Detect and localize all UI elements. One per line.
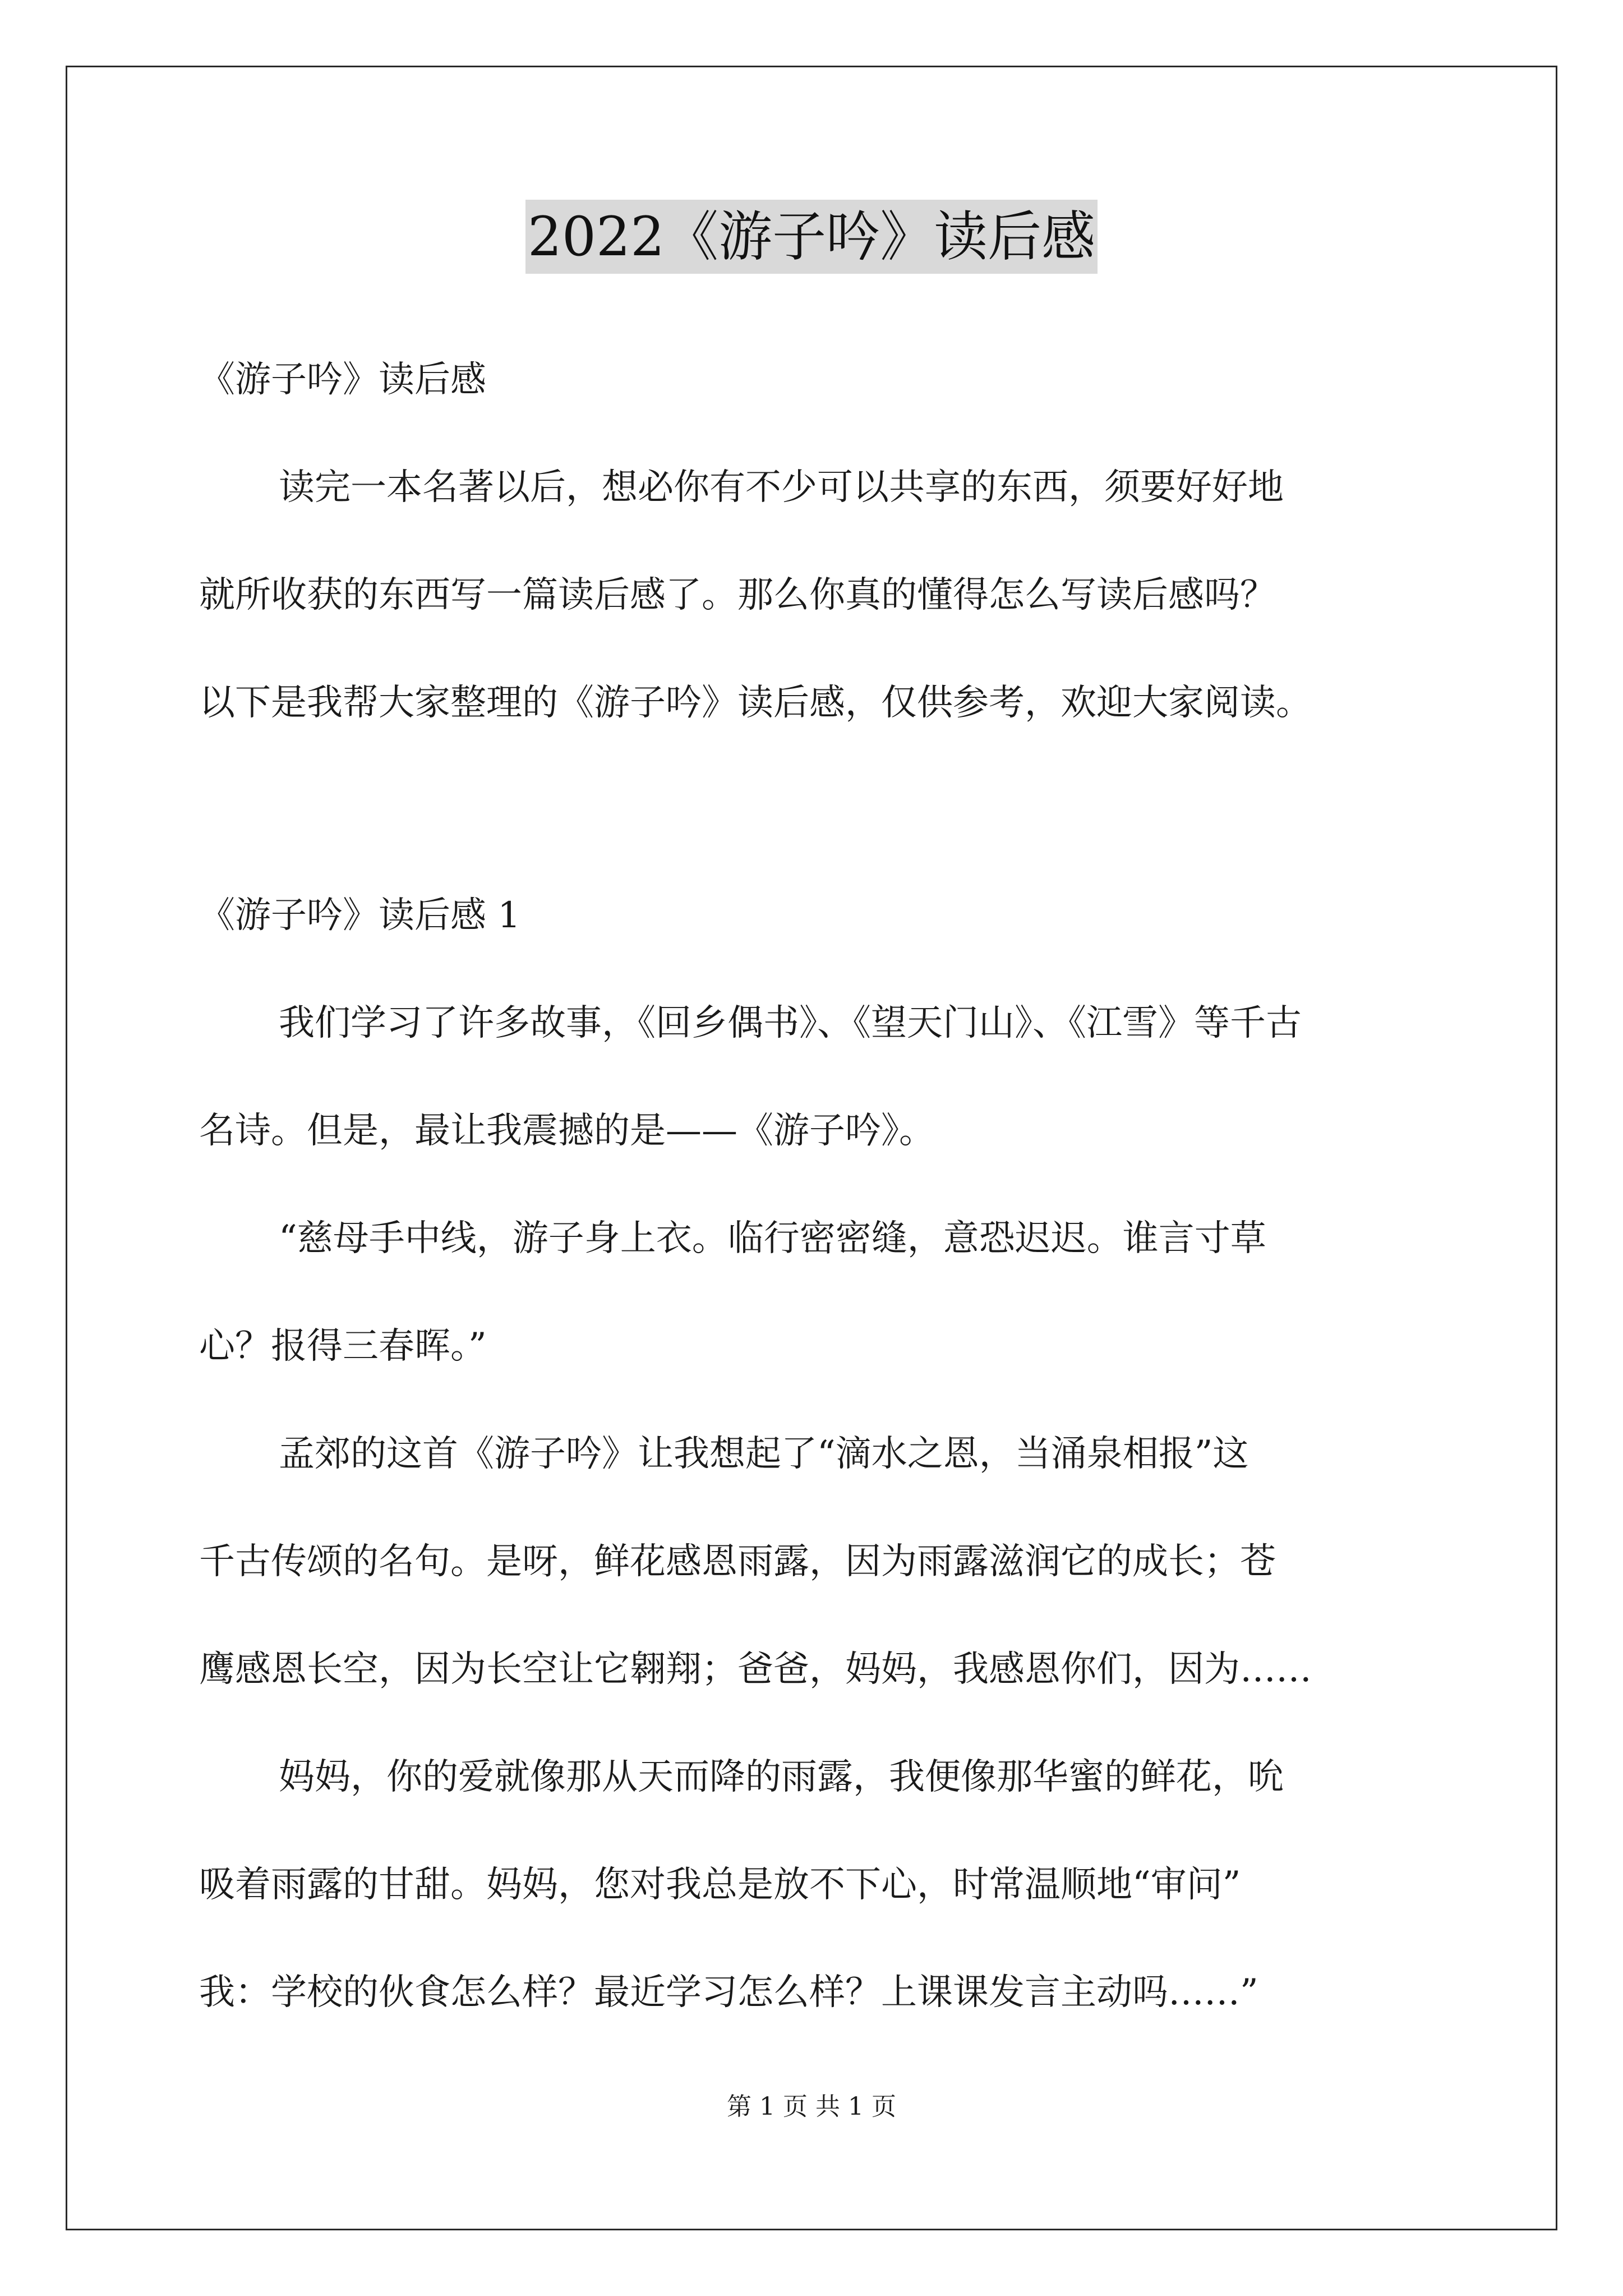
intro-line: 以下是我帮大家整理的《游子吟》读后感，仅供参考，欢迎大家阅读。 [199, 682, 1312, 724]
body-line: 鹰感恩长空，因为长空让它翱翔；爸爸，妈妈，我感恩你们，因为…… [199, 1649, 1312, 1690]
body-line: 我们学习了许多故事，《回乡偶书》、《望天门山》、《江雪》等千古 [279, 1002, 1302, 1044]
body-line: 吸着雨露的甘甜。妈妈，您对我总是放不下心，时常温顺地“审问” [199, 1864, 1241, 1906]
intro-line: 就所收获的东西写一篇读后感了。那么你真的懂得怎么写读后感吗？ [199, 574, 1276, 616]
document-title: 2022《游子吟》读后感 [525, 200, 1098, 274]
body-line: 我：学校的伙食怎么样？最近学习怎么样？上课课发言主动吗……” [199, 1972, 1258, 2013]
section-heading: 《游子吟》读后感 1 [199, 895, 521, 936]
body-line: 千古传颂的名句。是呀，鲜花感恩雨露，因为雨露滋润它的成长；苍 [199, 1541, 1276, 1582]
body-line: 孟郊的这首《游子吟》让我想起了“滴水之恩，当涌泉相报”这 [279, 1433, 1249, 1475]
subtitle: 《游子吟》读后感 [199, 359, 486, 401]
title-container [0, 200, 1623, 274]
body-line: 名诗。但是，最让我震撼的是——《游子吟》。 [199, 1110, 935, 1152]
page-footer: 第 1 页 共 1 页 [727, 2092, 896, 2121]
body-line: “慈母手中线，游子身上衣。临行密密缝，意恐迟迟。谁言寸草 [279, 1218, 1266, 1259]
body-line: 心？报得三春晖。” [199, 1326, 487, 1367]
body-line: 妈妈，你的爱就像那从天而降的雨露，我便像那华蜜的鲜花，吮 [279, 1756, 1284, 1798]
intro-line: 读完一本名著以后，想必你有不少可以共享的东西，须要好好地 [279, 467, 1284, 508]
